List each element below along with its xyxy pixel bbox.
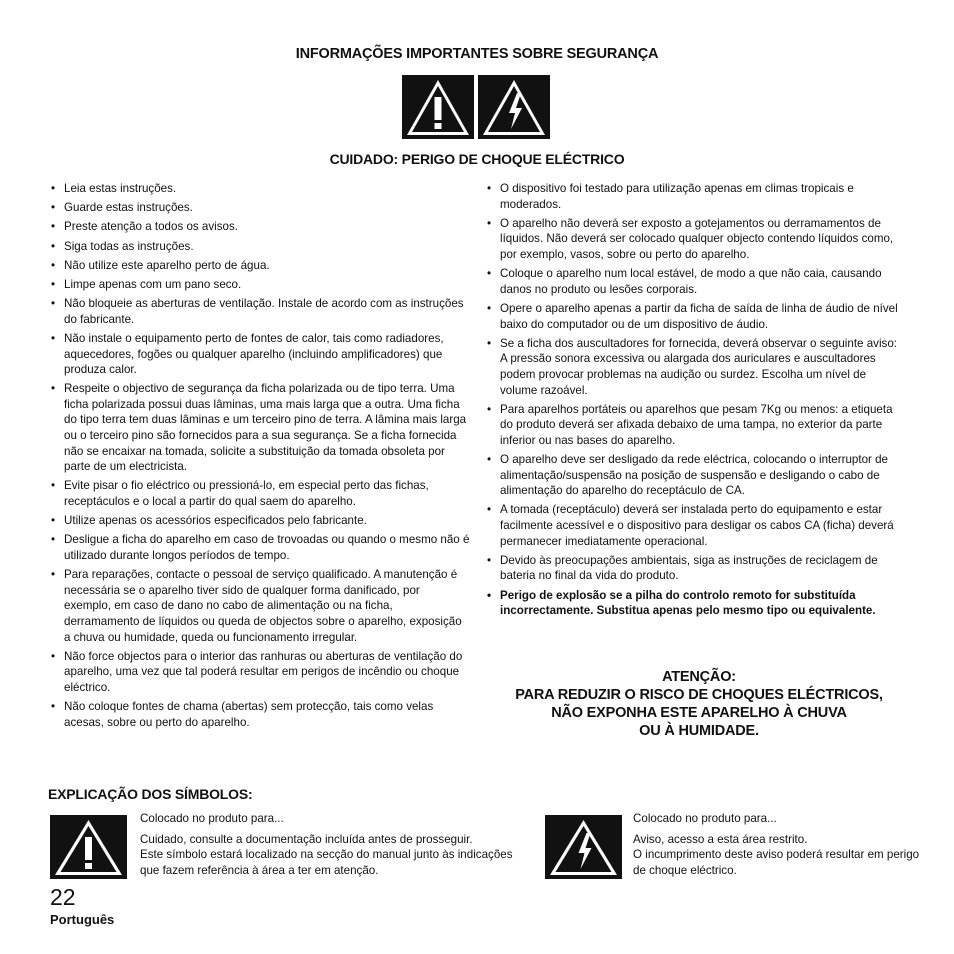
symbol-placed-text: Colocado no produto para... — [633, 812, 777, 825]
list-item: • A tomada (receptáculo) deverá ser instalada perto do equipamento e estar facilmente acessível e o dispositivo para desligar os cabos CA (ficha) deverá permanecer imediatamente operacional. — [486, 502, 906, 549]
list-item: • Respeite o objectivo de segurança da ficha polarizada ou de tipo terra. Uma ficha polarizada possui duas lâminas, uma mais larga que a outra. Uma ficha do tipo terra tem duas lâminas e um terceiro pino de terra. A lâmina mais larga ou o terceiro pino são fornecidos para a sua segurança. Se a ficha fornecida não se encaixar na tomada, solicite a substituição da tomada obsoleta por parte de um electricista. — [50, 381, 470, 475]
list-item: • Evite pisar o fio eléctrico ou pressioná-lo, em especial perto das fichas, receptáculos e o local a partir do qual saem do aparelho. — [50, 478, 470, 509]
list-item: • Não instale o equipamento perto de fontes de calor, tais como radiadores, aquecedores, fogões ou qualquer aparelho (incluindo amplificadores) que produza calor. — [50, 331, 470, 378]
list-item: • Leia estas instruções. — [50, 181, 470, 197]
list-item: • O aparelho não deverá ser exposto a gotejamentos ou derramamentos de líquidos. Não deverá ser colocado qualquer objecto contendo líquidos como, por exemplo, vasos, sobre ou perto do aparelho. — [486, 216, 906, 263]
battery-warning-item: • Perigo de explosão se a pilha do controlo remoto for substituída incorrectamente. Substitua apenas pelo mesmo tipo ou equivalente. — [486, 588, 906, 619]
safety-list-right — [486, 181, 906, 622]
list-item: • Limpe apenas com um pano seco. — [50, 277, 470, 293]
lightning-triangle-icon — [545, 815, 622, 879]
attention-line: PARA REDUZIR O RISCO DE CHOQUES ELÉCTRICOS, — [515, 687, 883, 703]
list-item: • Se a ficha dos auscultadores for fornecida, deverá observar o seguinte aviso: A pressão sonora excessiva ou alargada dos auriculares e auscultadores podem provocar problemas na audição ou surdez. Escolha um nível de volume razoável. — [486, 336, 906, 398]
attention-line: OU À HUMIDADE. — [639, 723, 759, 739]
list-item: • Opere o aparelho apenas a partir da ficha de saída de linha de áudio de nível baixo do computador ou de um dispositivo de áudio. — [486, 301, 906, 332]
language-label: Português — [50, 912, 115, 927]
attention-line: NÃO EXPONHA ESTE APARELHO À CHUVA — [551, 705, 847, 721]
symbol-description: Aviso, acesso a esta área restrito. O incumprimento deste aviso poderá resultar em perigo de choque eléctrico. — [633, 832, 920, 877]
symbol-explanation-lightning — [545, 812, 925, 885]
symbol-description: Cuidado, consulte a documentação incluída antes de prosseguir. Este símbolo estará localizado na secção do manual junto às indicações que fazem referência à área a ter em atenção. — [140, 832, 513, 877]
list-item: • Utilize apenas os acessórios especificados pelo fabricante. — [50, 513, 470, 529]
list-item: • Preste atenção a todos os avisos. — [50, 219, 470, 235]
list-item: • Não force objectos para o interior das ranhuras ou aberturas de ventilação do aparelho, uma vez que tal poderá resultar em perigos de incêndio ou choque eléctrico. — [50, 649, 470, 696]
safety-list-left — [50, 181, 470, 734]
list-item: • O dispositivo foi testado para utilização apenas em climas tropicais e moderados. — [486, 181, 906, 212]
list-item: • Desligue a ficha do aparelho em caso de trovoadas ou quando o mesmo não é utilizado durante longos períodos de tempo. — [50, 532, 470, 563]
list-item: • Devido às preocupações ambientais, siga as instruções de reciclagem de bateria no final da vida do produto. — [486, 553, 906, 584]
list-item: • O aparelho deve ser desligado da rede eléctrica, colocando o interruptor de alimentação/suspensão na posição de suspensão e desligando o cabo de alimentação do aparelho do receptáculo de CA. — [486, 452, 906, 499]
attention-notice — [474, 668, 924, 740]
list-item: • Siga todas as instruções. — [50, 239, 470, 255]
symbol-explanation-exclamation — [50, 812, 520, 885]
list-item: • Não utilize este aparelho perto de água. — [50, 258, 470, 274]
attention-label: ATENÇÃO: — [662, 669, 736, 685]
list-item: • Não coloque fontes de chama (abertas) sem protecção, tais como velas acesas, sobre ou perto do aparelho. — [50, 699, 470, 730]
page-number: 22 — [50, 884, 76, 910]
exclamation-triangle-icon — [402, 75, 474, 139]
list-item: • Não bloqueie as aberturas de ventilação. Instale de acordo com as instruções do fabricante. — [50, 296, 470, 327]
exclamation-triangle-icon — [50, 815, 127, 879]
symbol-placed-text: Colocado no produto para... — [140, 812, 284, 825]
list-item: • Para aparelhos portáteis ou aparelhos que pesam 7Kg ou menos: a etiqueta do produto deverá ser afixada debaixo de uma tampa, no exterior da parte inferior ou nas bases do aparelho. — [486, 402, 906, 449]
list-item: • Para reparações, contacte o pessoal de serviço qualificado. A manutenção é necessária se o aparelho tiver sido de qualquer forma danificado, por exemplo, em caso de dano no cabo de alimentação ou na ficha, derramamento de líquidos ou queda de objectos sobre o aparelho, exposição a chuva ou humidade, queda ou funcionamento irregular. — [50, 567, 470, 645]
symbols-heading: EXPLICAÇÃO DOS SÍMBOLOS: — [48, 786, 253, 802]
warning-icons — [402, 75, 550, 139]
page-title: INFORMAÇÕES IMPORTANTES SOBRE SEGURANÇA — [295, 46, 659, 62]
lightning-triangle-icon — [478, 75, 550, 139]
list-item: • Coloque o aparelho num local estável, de modo a que não caia, causando danos no produto ou lesões corporais. — [486, 266, 906, 297]
list-item: • Guarde estas instruções. — [50, 200, 470, 216]
caution-heading: CUIDADO: PERIGO DE CHOQUE ELÉCTRICO — [329, 151, 625, 167]
